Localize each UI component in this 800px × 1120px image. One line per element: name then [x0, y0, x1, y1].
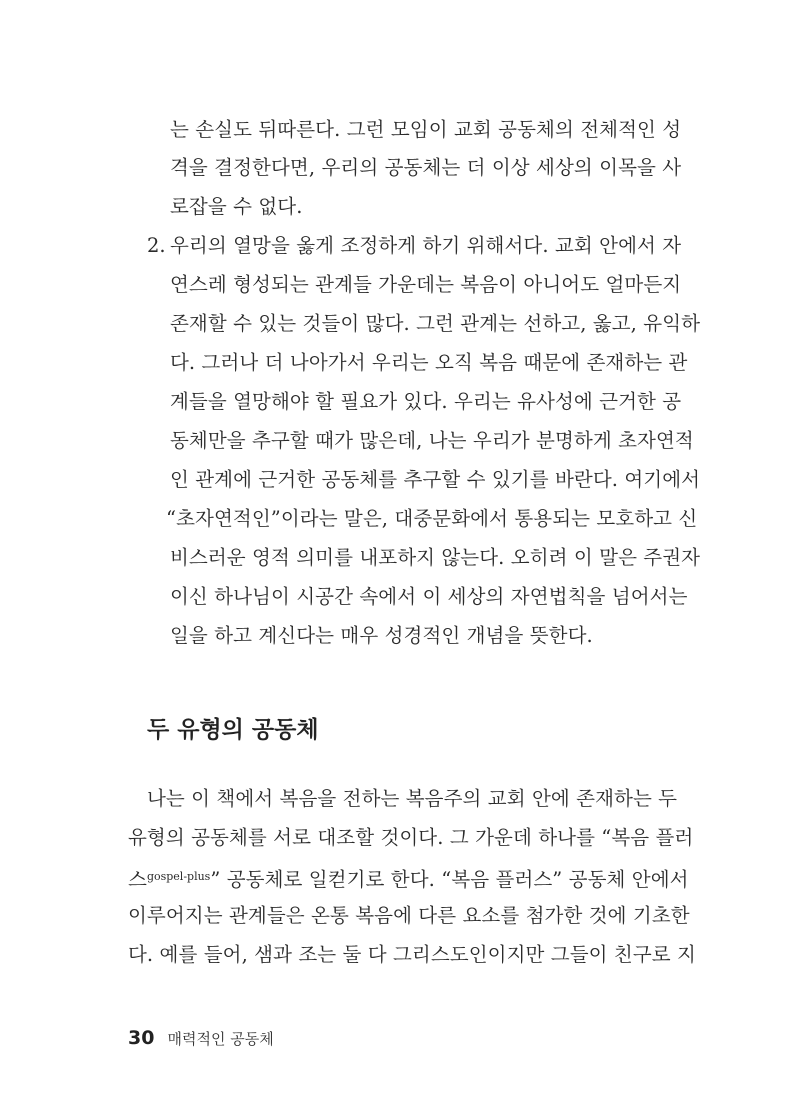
list-item-line: 이신 하나님이 시공간 속에서 이 세상의 자연법칙을 넘어서는: [170, 585, 688, 608]
list-item-line: 우리의 열망을 옳게 조정하게 하기 위해서다. 교회 안에서 자: [170, 234, 682, 257]
list-item-line: 인 관계에 근거한 공동체를 추구할 수 있기를 바란다. 여기에서: [170, 468, 701, 491]
english-gloss: gospel-plus: [146, 870, 211, 883]
paragraph-line: [128, 864, 689, 893]
list-item-line: 계들을 열망해야 할 필요가 있다. 우리는 유사성에 근거한 공: [170, 390, 682, 413]
list-item-line: 비스러운 영적 의미를 내포하지 않는다. 오히려 이 말은 주권자: [170, 546, 701, 569]
body-line: 격을 결정한다면, 우리의 공동체는 더 이상 세상의 이목을 사: [170, 156, 682, 179]
body-line: 는 손실도 뒤따른다. 그런 모임이 교회 공동체의 전체적인 성: [170, 118, 682, 141]
paragraph-text: 스: [128, 868, 147, 891]
list-item-line: 다. 그러나 더 나아가서 우리는 오직 복음 때문에 존재하는 관: [170, 351, 688, 374]
paragraph-line: 나는 이 책에서 복음을 전하는 복음주의 교회 안에 존재하는 두: [147, 787, 678, 810]
body-line: 로잡을 수 없다.: [170, 195, 303, 218]
list-item-number: 2.: [147, 234, 166, 257]
page-number: 30: [128, 1027, 155, 1049]
page-footer: [128, 1025, 274, 1052]
paragraph-line: 다. 예를 들어, 샘과 조는 둘 다 그리스도인이지만 그들이 친구로 지: [128, 943, 696, 966]
list-item-line: “초자연적인”이라는 말은, 대중문화에서 통용되는 모호하고 신: [166, 507, 698, 530]
book-title: 매력적인 공동체: [167, 1030, 274, 1048]
list-item-line: 동체만을 추구할 때가 많은데, 나는 우리가 분명하게 초자연적: [170, 429, 694, 452]
list-item-line: 일을 하고 계신다는 매우 성경적인 개념을 뜻한다.: [170, 624, 593, 647]
paragraph-line: 유형의 공동체를 서로 대조할 것이다. 그 가운데 하나를 “복음 플러: [128, 826, 694, 849]
paragraph-text: ” 공동체로 일컫기로 한다. “복음 플러스” 공동체 안에서: [210, 868, 689, 891]
list-item-line: 연스레 형성되는 관계들 가운데는 복음이 아니어도 얼마든지: [170, 273, 682, 296]
paragraph-line: 이루어지는 관계들은 온통 복음에 다른 요소를 첨가한 것에 기초한: [128, 904, 690, 927]
list-item-line: 존재할 수 있는 것들이 많다. 그런 관계는 선하고, 옳고, 유익하: [170, 312, 701, 335]
section-heading: 두 유형의 공동체: [147, 717, 319, 743]
